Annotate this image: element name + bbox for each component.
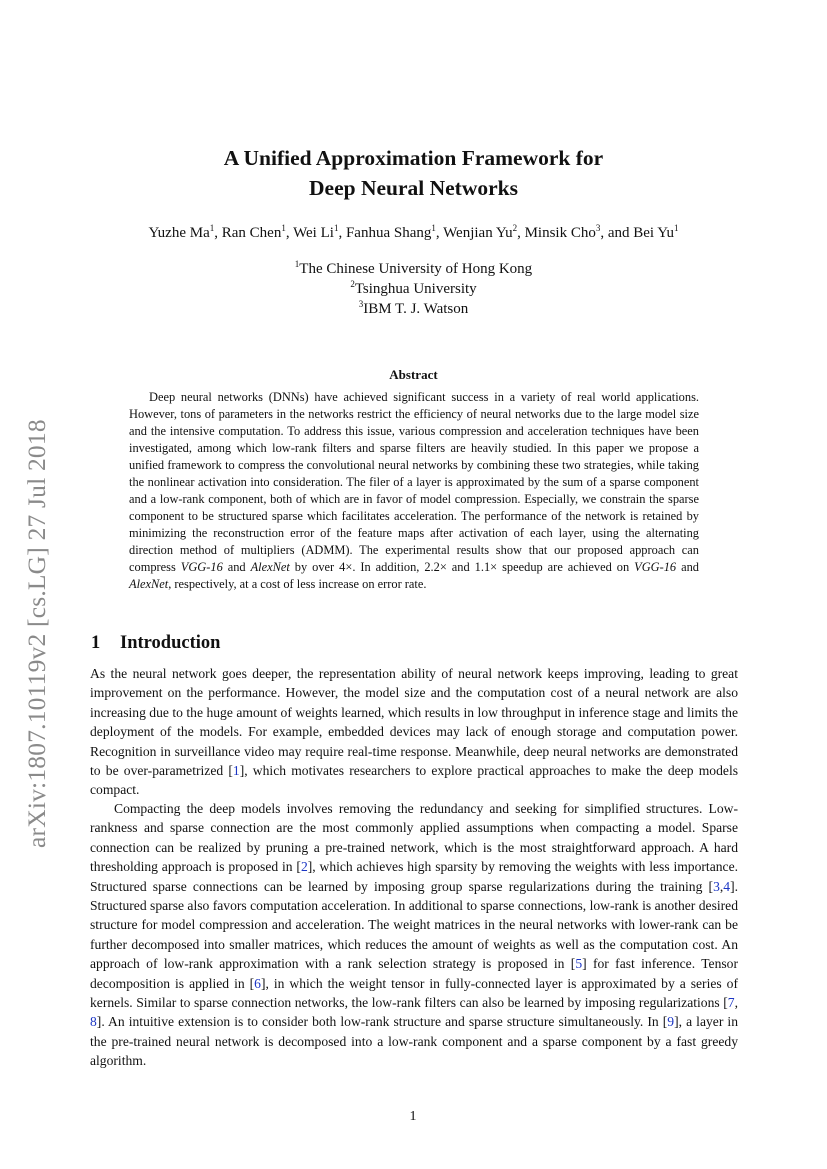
author: Ran Chen$^1$, bbox=[221, 223, 294, 241]
citation-link[interactable]: 3 bbox=[713, 878, 720, 894]
abstract-text: Deep neural networks (DNNs) have achieved significant success in a variety of real world applications. However, tons of parameters in the networks restrict the efficiency of neural networks due to the large model size and the intensive computation. To address this issue, various compression and acceleration techniques have been investigated, among which low-rank filters and sparse filters are heavily studied. In this paper we propose a unified framework to compress the convolutional neural networks by combining these two strategies, while taking the nonlinear activation into consideration. The filer of a layer is approximated by the sum of a sparse component and a low-rank component, both of which are in favor of model compression. Especially, we constrain the sparse component to be structured sparse which facilitates acceleration. The performance of the network is retained by minimizing the reconstruction error of the feature maps after activation of each layer, using the alternating direction method of multipliers (ADMM). The experimental results show that our proposed approach can compress VGG-16 and AlexNet by over 4×. In addition, 2.2× and 1.1× speedup are achieved on VGG-16 and AlexNet, respectively, at a cost of less increase on error rate. bbox=[129, 390, 699, 591]
author: Minsik Cho$^3$, and bbox=[524, 223, 634, 241]
intro-paragraph-2: Compacting the deep models involves removing the redundancy and seeking for simplified structures. Low-rankness and sparse connection are the most commonly applied assumptions when compacting a model. Sparse connection can be realized by pruning a pre-trained network, which is the most straightforward approach. A hard thresholding approach is proposed in [2], which achieves high sparsity by removing the weights with less importance. Structured sparse connections can be learned by imposing group sparse regularizations during the training [3,4]. Structured sparse also favors computation acceleration. In additional to sparse connections, low-rank is another desired structure for model compression and acceleration. The weight matrices in the neural networks with lower-rank can be further decomposed into smaller matrices, which reduces the amount of weights as well as the computation cost. An approach of low-rank approximation with a rank selection strategy is proposed in [5] for fast inference. Tensor decomposition is applied in [6], in which the weight tensor in fully-connected layer is approximated by a series of kernels. Similar to sparse connection networks, the low-rank filters can also be learned by imposing regularizations [7, 8]. An intuitive extension is to consider both low-rank structure and sparse structure simultaneously. In [9], a layer in the pre-trained neural network is decomposed into a low-rank component and a sparse component by a fast greedy algorithm. bbox=[90, 801, 738, 1069]
abstract-heading: Abstract bbox=[389, 367, 438, 382]
citation-link[interactable]: 2 bbox=[300, 859, 308, 875]
page-number: 1 bbox=[409, 1109, 417, 1124]
section-heading-introduction: 1 Introduction bbox=[91, 633, 221, 653]
author: Wei Li$^1$, bbox=[293, 223, 346, 241]
author: Bei Yu$^1$ bbox=[633, 223, 679, 241]
citation-link[interactable]: 8 bbox=[90, 1014, 97, 1030]
citation-link[interactable]: 4 bbox=[723, 878, 731, 894]
title-line-1: A Unified Approximation Framework for bbox=[223, 146, 604, 170]
citation-link[interactable]: 1 bbox=[232, 763, 240, 779]
intro-paragraph-1: As the neural network goes deeper, the representation ability of neural network keeps improving, leading to great improvement on the performance. However, the model size and the computation cost of a neural network are also increasing due to the huge amount of weights learned, which results in low throughput in inference stage and limits the deployment of the models. For example, embedded devices may lack of enough storage and computation power. Recognition in surveillance video may require real-time response. Meanwhile, deep neural networks are demonstrated to be over-parametrized [1], which motivates researchers to explore practical approaches to make the deep models compact. bbox=[90, 666, 739, 798]
citation-link[interactable]: 5 bbox=[575, 956, 583, 972]
affiliation: $^3$IBM T. J. Watson bbox=[358, 299, 469, 317]
arxiv-identifier: arXiv:1807.10119v2 [cs.LG] 27 Jul 2018 bbox=[22, 419, 51, 848]
citation-link[interactable]: 6 bbox=[254, 975, 261, 991]
author-list bbox=[90, 223, 737, 243]
author: Yuzhe Ma$^1$, bbox=[148, 223, 222, 241]
citation-link[interactable]: 9 bbox=[667, 1014, 675, 1030]
author: Fanhua Shang$^1$, bbox=[345, 223, 444, 241]
affiliation-list bbox=[200, 259, 627, 319]
author: Wenjian Yu$^2$, bbox=[443, 223, 525, 241]
affiliation: $^1$The Chinese University of Hong Kong bbox=[294, 259, 533, 277]
affiliation: $^2$Tsinghua University bbox=[350, 279, 477, 297]
citation-link[interactable]: 7 bbox=[727, 995, 735, 1011]
paper-title bbox=[150, 143, 677, 203]
title-line-2: Deep Neural Networks bbox=[309, 176, 518, 200]
